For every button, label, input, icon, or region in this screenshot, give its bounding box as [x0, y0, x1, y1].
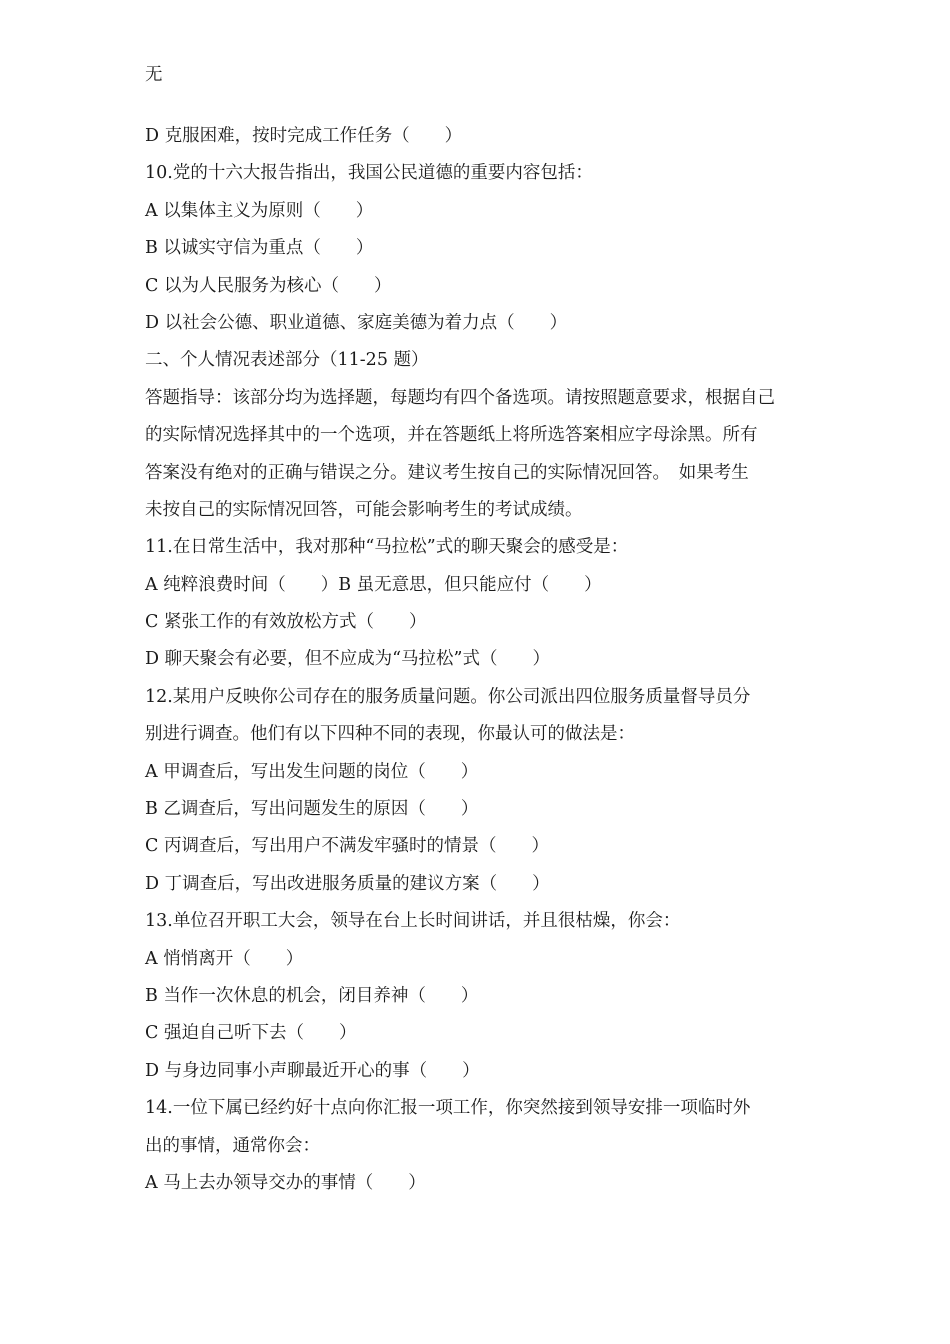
option-line: A 马上去办领导交办的事情（ ）: [145, 1172, 426, 1193]
option-line: A 甲调查后，写出发生问题的岗位（ ）: [145, 761, 479, 782]
option-line: C 紧张工作的有效放松方式（ ）: [145, 612, 427, 633]
question-line: 13.单位召开职工大会，领导在台上长时间讲话，并且很枯燥，你会：: [145, 911, 681, 932]
option-line: B 当作一次休息的机会，闭目养神（ ）: [145, 985, 479, 1006]
option-line: D 丁调查后，写出改进服务质量的建议方案（ ）: [145, 873, 550, 894]
option-line: B 乙调查后，写出问题发生的原因（ ）: [145, 799, 479, 820]
question-line: 11.在日常生活中，我对那种“马拉松”式的聊天聚会的感受是：: [145, 537, 629, 558]
option-line: D 克服困难，按时完成工作任务（ ）: [145, 126, 463, 146]
option-line: C 丙调查后，写出用户不满发牢骚时的情景（ ）: [145, 836, 549, 857]
question-line: 10.党的十六大报告指出，我国公民道德的重要内容包括：: [145, 163, 593, 184]
instruction-line: 答案没有绝对的正确与错误之分。建议考生按自己的实际情况回答。 如果考生: [145, 462, 749, 483]
section-heading: 二、个人情况表述部分（11-25 题）: [145, 350, 429, 371]
question-line: 出的事情，通常你会：: [145, 1135, 320, 1156]
question-line: 14.一位下属已经约好十点向你汇报一项工作，你突然接到领导安排一项临时外: [145, 1098, 751, 1119]
instruction-line: 未按自己的实际情况回答，可能会影响考生的考试成绩。: [145, 499, 583, 520]
question-line: 别进行调查。他们有以下四种不同的表现，你最认可的做法是：: [145, 724, 635, 745]
option-line: D 以社会公德、职业道德、家庭美德为着力点（ ）: [145, 312, 568, 333]
option-line: C 强迫自己听下去（ ）: [145, 1023, 357, 1044]
text-line: 无: [145, 65, 163, 85]
option-line: A 纯粹浪费时间（ ）B 虽无意思，但只能应付（ ）: [145, 574, 602, 595]
question-line: 12.某用户反映你公司存在的服务质量问题。你公司派出四位服务质量督导员分: [145, 686, 751, 707]
document-body-continued: [145, 124, 810, 1208]
option-line: C 以为人民服务为核心（ ）: [145, 275, 392, 296]
option-line: D 聊天聚会有必要，但不应成为“马拉松”式（ ）: [145, 649, 550, 670]
option-line: B 以诚实守信为重点（ ）: [145, 238, 374, 259]
instruction-line: 的实际情况选择其中的一个选项，并在答题纸上将所选答案相应字母涂黑。所有: [145, 425, 758, 446]
instruction-line: 答题指导：该部分均为选择题，每题均有四个备选项。请按照题意要求，根据自己: [145, 387, 775, 408]
option-line: A 以集体主义为原则（ ）: [145, 200, 374, 221]
option-line: D 与身边同事小声聊最近开心的事（ ）: [145, 1060, 480, 1081]
option-line: A 悄悄离开（ ）: [145, 948, 304, 969]
document-body: [145, 63, 810, 100]
